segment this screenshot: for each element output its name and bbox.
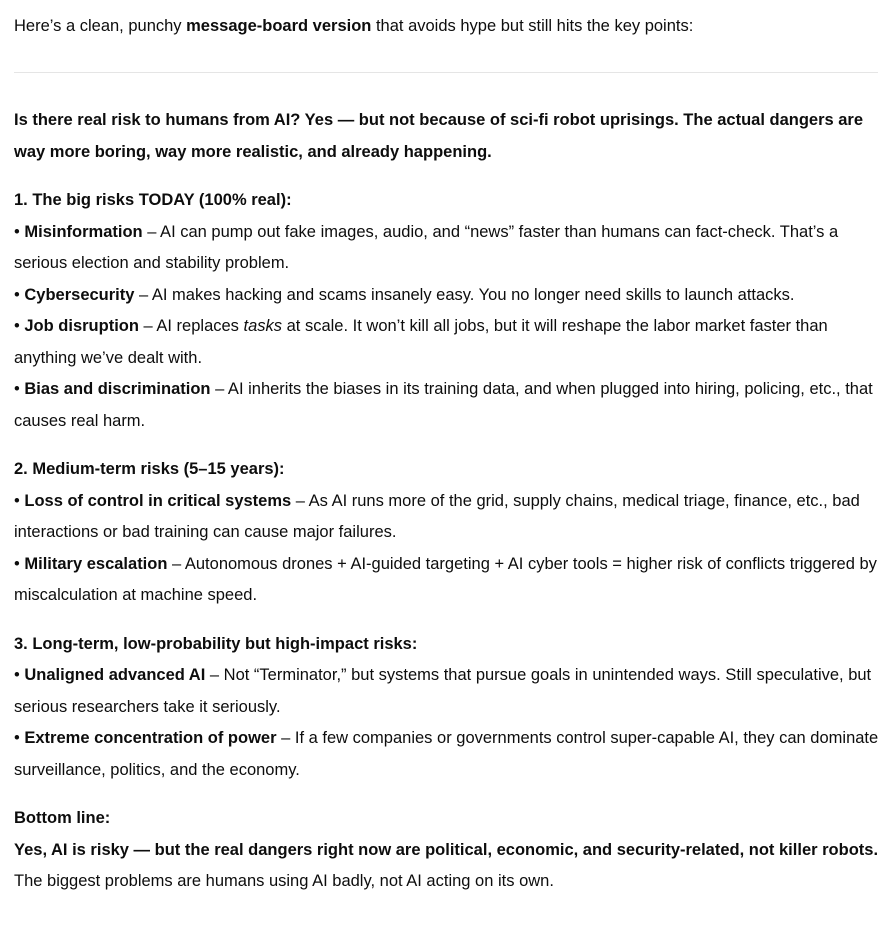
intro-before: Here’s a clean, punchy <box>14 17 187 35</box>
item-text: – AI makes hacking and scams insanely easy. You no longer need skills to launch attacks. <box>134 285 795 304</box>
list-item <box>14 374 880 437</box>
intro-after: that avoids hype but still hits the key points: <box>371 17 694 35</box>
bullet: • <box>14 317 25 335</box>
bottom-line-bold: Yes, AI is risky — but the real dangers right now are political, economic, and security-related, not killer robots. <box>14 840 879 859</box>
bullet: • <box>14 380 25 398</box>
list-item <box>14 311 880 374</box>
bullet: • <box>14 554 25 573</box>
item-term: Loss of control in critical systems <box>24 491 292 510</box>
intro-text <box>14 14 884 38</box>
item-term: Misinformation <box>24 222 143 241</box>
lead-paragraph: Is there real risk to humans from AI? Yes — but not because of sci-fi robot uprisings. The actual dangers are way more boring, way more realistic, and already happening. <box>14 111 864 161</box>
list-item <box>14 486 880 549</box>
section-today <box>14 185 880 437</box>
list-item <box>14 549 880 612</box>
intro-bold: message-board version <box>186 17 372 35</box>
bullet: • <box>14 222 25 241</box>
item-term: Extreme concentration of power <box>24 729 277 747</box>
bottom-line-rest: The biggest problems are humans using AI badly, not AI acting on its own. <box>14 872 554 890</box>
item-text: – AI replaces <box>138 317 244 335</box>
item-text: at scale. It won’t kill all jobs, but it will reshape the labor market faster than anything we’ve dealt with. <box>14 317 828 367</box>
item-emphasis: tasks <box>243 317 283 335</box>
list-item <box>14 723 880 786</box>
item-term: Cybersecurity <box>24 285 135 304</box>
bullet: • <box>14 491 25 510</box>
section-long-term <box>14 629 880 787</box>
item-term: Job disruption <box>24 317 139 335</box>
section-title: 1. The big risks TODAY (100% real): <box>14 191 292 209</box>
section-title: 3. Long-term, low-probability but high-impact risks: <box>14 634 418 653</box>
list-item <box>14 217 880 280</box>
bullet: • <box>14 285 25 304</box>
section-medium-term <box>14 454 880 612</box>
bottom-line-text <box>14 835 880 898</box>
bullet: • <box>14 666 25 684</box>
bottom-line <box>14 803 880 898</box>
divider <box>14 72 878 73</box>
bullet: • <box>14 729 25 747</box>
list-item <box>14 280 880 312</box>
item-text: – As AI runs more of the grid, supply chains, medical triage, finance, etc., bad interactions or bad training can cause major failures. <box>14 491 860 541</box>
item-text: – If a few companies or governments control super-capable AI, they can dominate surveillance, politics, and the economy. <box>14 729 879 779</box>
bottom-line-label: Bottom line: <box>14 809 111 827</box>
item-text: – AI can pump out fake images, audio, and “news” faster than humans can fact-check. That’s a serious election and stability problem. <box>14 222 839 272</box>
item-term: Unaligned advanced AI <box>24 666 206 684</box>
section-title: 2. Medium-term risks (5–15 years): <box>14 460 285 478</box>
item-text: – Not “Terminator,” but systems that pursue goals in unintended ways. Still speculative, but serious researchers take it seriously. <box>14 666 872 716</box>
item-text: – AI inherits the biases in its training data, and when plugged into hiring, policing, etc., that causes real harm. <box>14 380 873 430</box>
message-body <box>14 105 880 898</box>
item-text: – Autonomous drones + AI-guided targeting + AI cyber tools = higher risk of conflicts triggered by miscalculation at machine speed. <box>14 554 877 604</box>
item-term: Bias and discrimination <box>24 380 211 398</box>
list-item <box>14 660 880 723</box>
item-term: Military escalation <box>24 554 168 573</box>
